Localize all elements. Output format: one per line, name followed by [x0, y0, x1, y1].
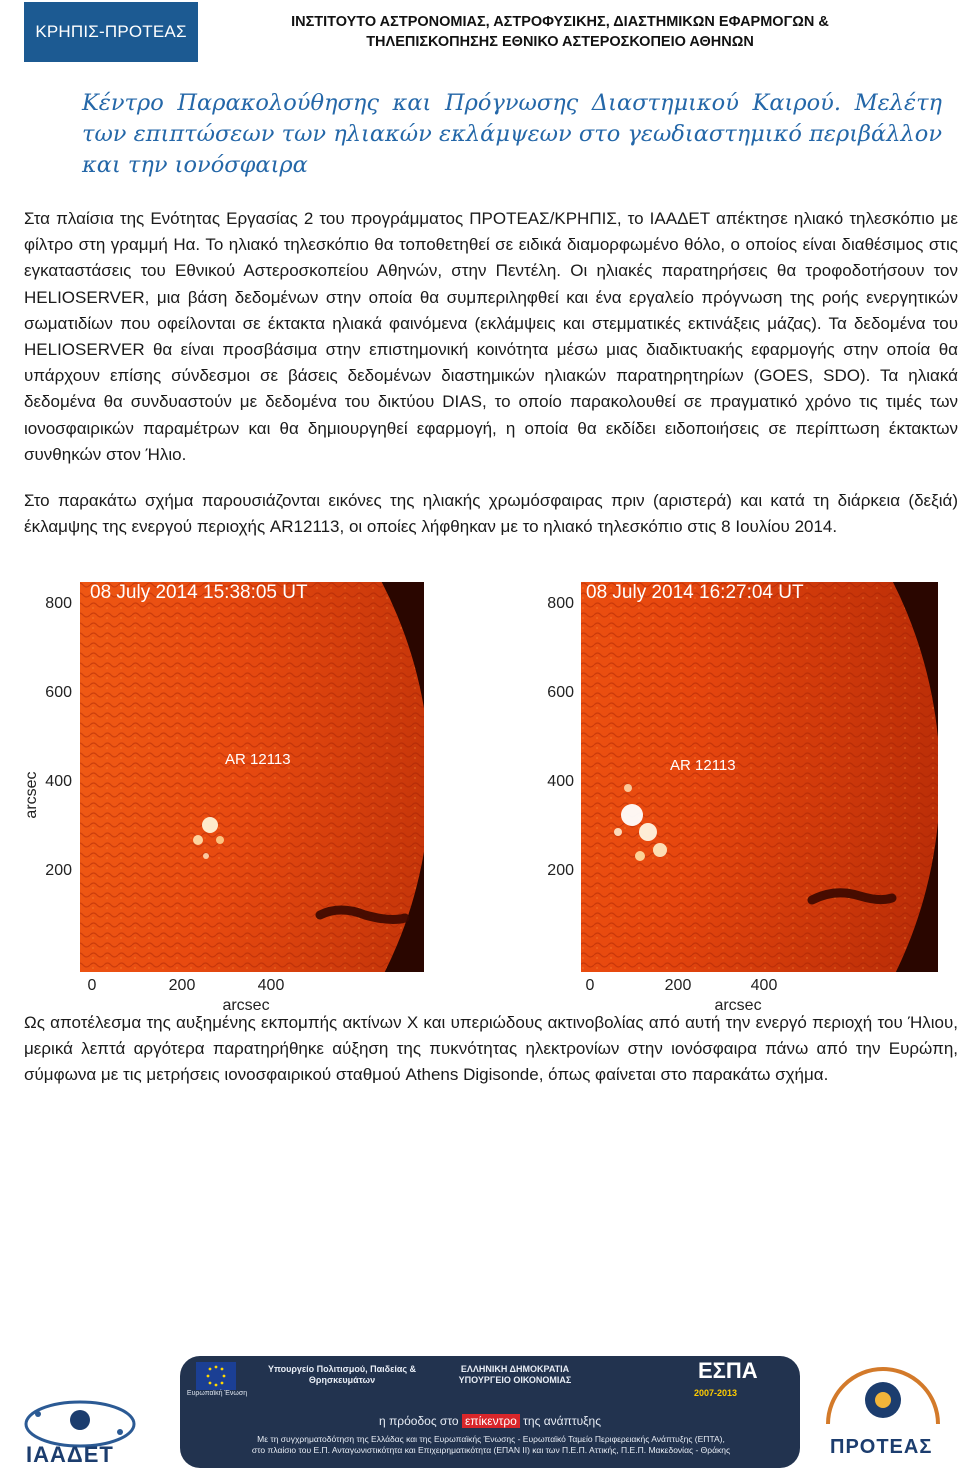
left-y-ticks [45, 595, 72, 879]
funding-text [196, 1434, 786, 1456]
slogan-pre: η πρόοδος στο [379, 1414, 459, 1428]
eu-flag-icon [196, 1362, 236, 1390]
espa-logo-text: ΕΣΠΑ [698, 1358, 758, 1383]
left-ytick-600: 600 [45, 684, 72, 701]
right-timestamp: 08 July 2014 16:27:04 UT [586, 582, 804, 603]
body-paragraph-2: Στο παρακάτω σχήμα παρουσιάζονται εικόνες της ηλιακής χρωμόσφαιρας πριν (αριστερά) και κατά τη διάρκεια (δεξιά) έκλαμψης της ενεργού περιοχής AR12113, οι οποίες λήφθηκαν με το ηλιακό τηλεσκόπιο στις 8 Ιουλίου 2014. [24, 491, 958, 537]
page-header [24, 2, 944, 62]
slogan [300, 1414, 680, 1428]
body-paragraph-1: Στα πλαίσια της Ενότητας Εργασίας 2 του προγράμματος ΠΡΟΤΕΑΣ/ΚΡΗΠΙΣ, το ΙΑΑΔΕΤ απέκτησε ηλιακό τηλεσκόπιο με φίλτρο στη γραμμή Ηα. Το ηλιακό τηλεσκόπιο θα τοποθετηθεί σε ειδικά διαμορφωμένο θόλο, ο οποίος είναι διαθέσιμος στις εγκαταστάσεις του Εθνικού Αστεροσκοπείου Αθηνών, στην Πεντέλη. Οι ηλιακές παρατηρήσεις θα τροφοδοτήσουν τον HELIOSERVER, μια βάση δεδομένων στην οποία θα συμπεριληφθεί και ένα εργαλείο πρόγνωση της ροής ενεργητικών σωματιδίων που οφείλονται σε έκτακτα ηλιακά φαινόμενα (εκλάμψεις και στεμματικές εκτινάξεις μάζας). Τα δεδομένα του HELIOSERVER θα είναι προσβάσιμα στην επιστημονική κοινότητα μέσω μιας διαδικτυακής εφαρμογής στην οποία θα υπάρχουν επίσης σύνδεσμοι σε βάσεις δεδομένων διαστημικών ηλιακών παρατηρητηρίων (GOES, SDO). Τα ηλιακά δεδομένα θα συνδυαστούν με δεδομένα του δικτύου DIAS, το οποίο παρακολουθεί σε πραγματικό χρόνο τις τιμές των ιονοσφαιρικών παραμέτρων και θα δημιουργηθεί εφαρμογή, η οποία θα εκδίδει ειδοποιήσεις σε περίπτωση έκτακτων συνθηκών στον Ήλιο. [24, 209, 958, 464]
right-ytick-200: 200 [547, 862, 574, 879]
institute-title-line2: ΤΗΛΕΠΙΣΚΟΠΗΣΗΣ ΕΘΝΙΚΟ ΑΣΤΕΡΟΣΚΟΠΕΙΟ ΑΘΗΝΩΝ [366, 34, 754, 50]
left-solar-panel [20, 570, 430, 1018]
left-ytick-400: 400 [45, 773, 72, 790]
left-xtick-400: 400 [257, 977, 285, 994]
slogan-highlight: επίκεντρο [462, 1414, 520, 1428]
left-ylabel: arcsec [23, 771, 40, 819]
left-region-label: AR 12113 [225, 751, 291, 768]
right-ytick-600: 600 [547, 684, 574, 701]
body-paragraph-3: Ως αποτέλεσμα της αυξημένης εκπομπής ακτίνων Χ και υπεριώδους ακτινοβολίας από αυτή την ενεργό περιοχή του Ήλιου, μερικά λεπτά αργότερα παρατηρήθηκε αύξηση της πυκνότητας ηλεκτρονίων στην ιονόσφαιρα πάνω από την Ευρώπη, σύμφωνα με τις μετρήσεις ιονοσφαιρικού σταθμού Athens Digisonde, όπως φαίνεται στο παρακάτω σχήμα. [24, 1013, 958, 1085]
right-y-ticks [547, 595, 574, 879]
right-ytick-400: 400 [547, 773, 574, 790]
ministry-culture-label: Υπουργείο Πολιτισμού, Παιδείας & Θρησκευμάτων [267, 1364, 417, 1385]
left-xtick-0: 0 [87, 977, 97, 994]
page-title: Κέντρο Παρακολούθησης και Πρόγνωσης Διαστημικού Καιρού. Μελέτη των επιπτώσεων των ηλιακών εκλάμψεων στο γεωδιαστημικό περιβάλλον και την ιονόσφαιρα [82, 90, 942, 178]
project-badge: ΚΡΗΠΙΣ-ΠΡΟΤΕΑΣ [24, 2, 198, 62]
right-region-label: AR 12113 [670, 757, 736, 774]
solar-figure [20, 570, 960, 1018]
left-xtick-200: 200 [168, 977, 196, 994]
left-timestamp: 08 July 2014 15:38:05 UT [90, 582, 308, 603]
right-ytick-800: 800 [547, 595, 574, 612]
institute-title-line1: ΙΝΣΤΙΤΟΥΤΟ ΑΣΤΡΟΝΟΜΙΑΣ, ΑΣΤΡΟΦΥΣΙΚΗΣ, ΔΙΑΣΤΗΜΙΚΩΝ ΕΦΑΡΜΟΓΩΝ & [291, 14, 829, 30]
espa-years: 2007-2013 [694, 1388, 738, 1398]
right-xtick-200: 200 [664, 977, 692, 994]
iaadet-logo-text: ΙΑΑΔΕΤ [26, 1442, 114, 1467]
left-x-ticks [88, 977, 285, 994]
ministry-finance-label: ΕΛΛΗΝΙΚΗ ΔΗΜΟΚΡΑΤΙΑ ΥΠΟΥΡΓΕΙΟ ΟΙΚΟΝΟΜΙΑΣ [458, 1364, 572, 1385]
right-xtick-400: 400 [750, 977, 778, 994]
left-ytick-200: 200 [45, 862, 72, 879]
solar-figure-svg [20, 570, 960, 1018]
institute-title [210, 12, 910, 52]
left-xlabel: arcsec [222, 997, 270, 1014]
proteas-logo-text: ΠΡΟΤΕΑΣ [830, 1436, 933, 1458]
right-x-ticks [586, 977, 778, 994]
slogan-post: της ανάπτυξης [523, 1414, 601, 1428]
eu-label: Ευρωπαϊκή Ένωση [186, 1390, 248, 1397]
right-xlabel: arcsec [714, 997, 762, 1014]
funding-line-1: Με τη συγχρηματοδότηση της Ελλάδας και της Ευρωπαϊκής Ένωσης - Ευρωπαϊκό Ταμείο Περιφερειακής Ανάπτυξης (ΕΠΤΑ), [257, 1434, 725, 1444]
page-footer [0, 1348, 960, 1472]
funding-line-2: στο πλαίσιο του Ε.Π. Ανταγωνιστικότητα και Επιχειρηματικότητα (ΕΠΑΝ ΙΙ) και των Π.Ε.Π. Αττικής, Π.Ε.Π. Μακεδονίας - Θράκης [251, 1445, 731, 1455]
left-ytick-800: 800 [45, 595, 72, 612]
right-xtick-0: 0 [585, 977, 595, 994]
